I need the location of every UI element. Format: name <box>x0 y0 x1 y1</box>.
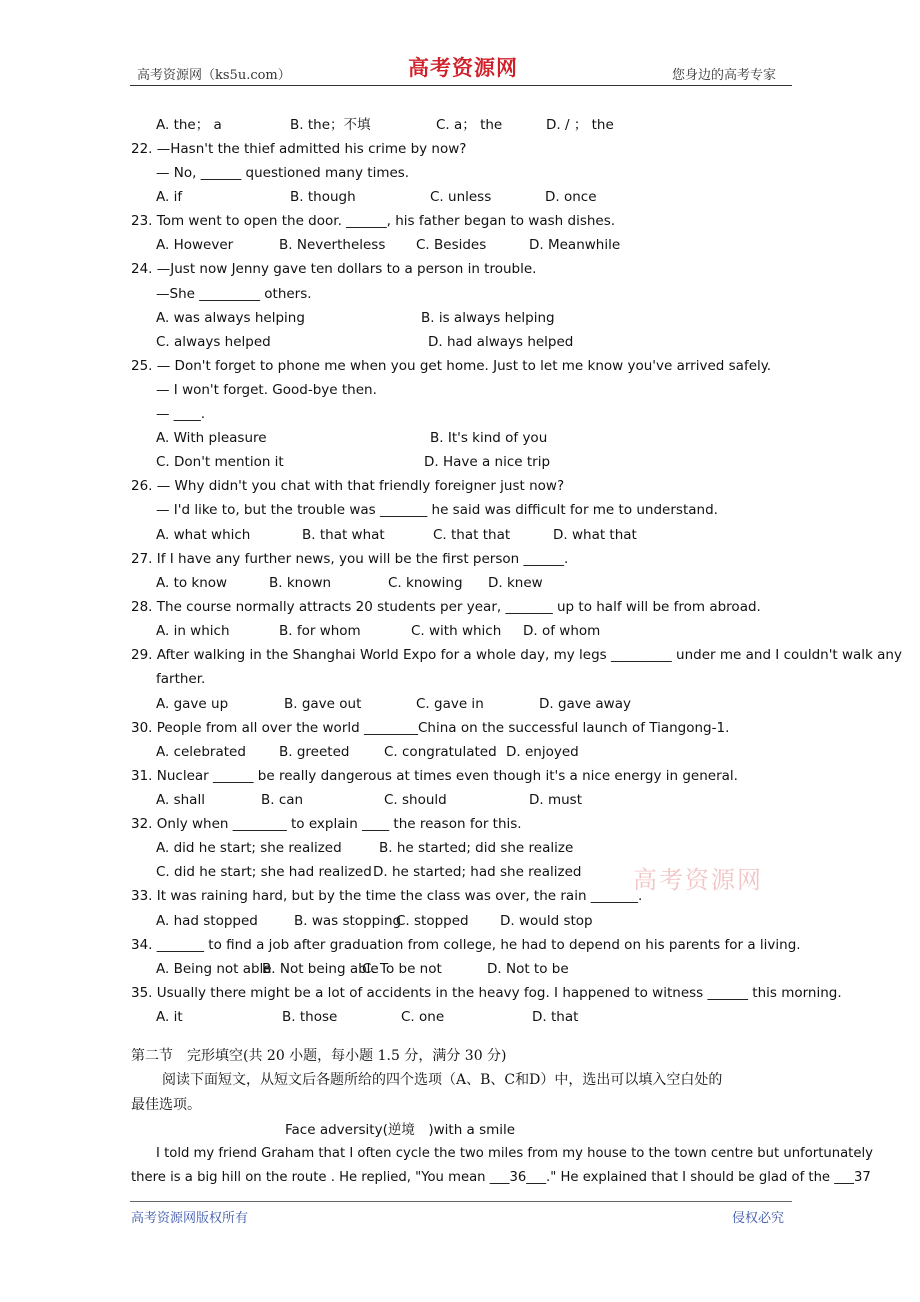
q24-option-a: A. was always helping <box>156 310 305 326</box>
q21-option-d: D. / ； the <box>546 117 614 133</box>
q25-option-c: C. Don't mention it <box>156 454 284 470</box>
q21-option-c: C. a； the <box>436 117 503 133</box>
footer-copyright: 高考资源网版权所有 <box>131 1211 249 1226</box>
q28-option-a: A. in which <box>156 623 230 639</box>
q24-option-d: D. had always helped <box>428 334 574 350</box>
q35-stem: 35. Usually there might be a lot of accidents in the heavy fog. I happened to witness ______ this morning. <box>131 985 842 1001</box>
q25-reply1: — I won't forget. Good-bye then. <box>156 382 377 398</box>
q31-stem: 31. Nuclear ______ be really dangerous at times even though it's a nice energy in general. <box>131 768 738 784</box>
q30-option-c: C. congratulated <box>384 744 497 760</box>
q32-stem: 32. Only when ________ to explain ____ the reason for this. <box>131 816 522 832</box>
q34-option-b: B. Not being able <box>262 961 379 977</box>
q35-option-b: B. those <box>282 1009 338 1025</box>
q28-option-c: C. with which <box>411 623 502 639</box>
q32-option-a: A. did he start; she realized <box>156 840 342 856</box>
q29-option-b: B. gave out <box>284 696 362 712</box>
q22-option-b: B. though <box>290 189 356 205</box>
q23-stem: 23. Tom went to open the door. ______, his father began to wash dishes. <box>131 213 616 229</box>
q29-stem-continued: farther. <box>156 671 206 687</box>
q30-option-d: D. enjoyed <box>506 744 579 760</box>
q25-option-a: A. With pleasure <box>156 430 267 446</box>
q29-option-d: D. gave away <box>539 696 631 712</box>
q26-option-d: D. what that <box>553 527 637 543</box>
q27-stem: 27. If I have any further news, you will be the first person ______. <box>131 551 569 567</box>
q22-option-d: D. once <box>545 189 597 205</box>
q33-option-a: A. had stopped <box>156 913 258 929</box>
q24-reply: —She _________ others. <box>156 286 312 302</box>
header-slogan: 您身边的高考专家 <box>672 68 777 83</box>
q23-option-c: C. Besides <box>416 237 487 253</box>
q26-reply: — I'd like to, but the trouble was _______ he said was difficult for me to understand. <box>156 502 718 518</box>
q24-option-b: B. is always helping <box>421 310 555 326</box>
q31-option-b: B. can <box>261 792 304 808</box>
q23-option-b: B. Nevertheless <box>279 237 386 253</box>
q29-stem: 29. After walking in the Shanghai World Expo for a whole day, my legs _________ under me and I couldn't walk any <box>131 647 902 663</box>
section2-instruction: 阅读下面短文，从短文后各题所给的四个选项（A、B、C和D）中，选出可以填入空白处的 <box>162 1072 723 1088</box>
section2-instruction-continued: 最佳选项。 <box>131 1097 201 1113</box>
q30-option-a: A. celebrated <box>156 744 246 760</box>
header-site: 高考资源网（ks5u.com） <box>137 68 291 83</box>
q34-option-d: D. Not to be <box>487 961 569 977</box>
q26-option-b: B. that what <box>302 527 385 543</box>
q35-option-c: C. one <box>401 1009 445 1025</box>
q30-option-b: B. greeted <box>279 744 350 760</box>
q28-option-d: D. of whom <box>523 623 601 639</box>
q24-option-c: C. always helped <box>156 334 271 350</box>
footer-divider <box>130 1201 792 1202</box>
q21-option-a: A. the； a <box>156 117 222 133</box>
q23-option-a: A. However <box>156 237 234 253</box>
q22-option-a: A. if <box>156 189 183 205</box>
q27-option-d: D. knew <box>488 575 543 591</box>
passage-line-1: I told my friend Graham that I often cycle the two miles from my house to the town centre but unfortunately <box>156 1146 873 1161</box>
q33-stem: 33. It was raining hard, but by the time the class was over, the rain _______. <box>131 888 643 904</box>
q25-stem: 25. — Don't forget to phone me when you get home. Just to let me know you've arrived safely. <box>131 358 772 374</box>
q26-option-c: C. that that <box>433 527 511 543</box>
q25-option-d: D. Have a nice trip <box>424 454 551 470</box>
q32-option-b: B. he started; did she realize <box>379 840 574 856</box>
q26-option-a: A. what which <box>156 527 251 543</box>
q22-option-c: C. unless <box>430 189 492 205</box>
watermark: 高考资源网 <box>633 866 763 894</box>
q25-reply2: — ____. <box>156 406 206 422</box>
q24-stem: 24. —Just now Jenny gave ten dollars to a person in trouble. <box>131 261 537 277</box>
q25-option-b: B. It's kind of you <box>430 430 548 446</box>
q33-option-c: C. stopped <box>396 913 469 929</box>
q27-option-b: B. known <box>269 575 332 591</box>
q21-option-b: B. the；不填 <box>290 117 371 133</box>
q34-option-a: A. Being not able <box>156 961 272 977</box>
q27-option-c: C. knowing <box>388 575 463 591</box>
q22-stem: 22. —Hasn't the thief admitted his crime by now? <box>131 141 467 157</box>
q29-option-c: C. gave in <box>416 696 484 712</box>
q28-option-b: B. for whom <box>279 623 361 639</box>
footer-notice: 侵权必究 <box>732 1211 785 1226</box>
q29-option-a: A. gave up <box>156 696 229 712</box>
q34-stem: 34. _______ to find a job after graduation from college, he had to depend on his parents for a living. <box>131 937 801 953</box>
q33-option-d: D. would stop <box>500 913 593 929</box>
passage-line-2: there is a big hill on the route . He replied, "You mean ___36___." He explained that I should be glad of the ___37 <box>131 1170 871 1185</box>
q32-option-d: D. he started; had she realized <box>373 864 582 880</box>
header-logo: 高考资源网 <box>408 55 518 80</box>
q34-option-c: C. To be not <box>362 961 442 977</box>
q35-option-d: D. that <box>532 1009 579 1025</box>
q33-option-b: B. was stopping <box>294 913 402 929</box>
section2-heading: 第二节 完形填空(共 20 小题，每小题 1.5 分，满分 30 分) <box>131 1048 507 1064</box>
q26-stem: 26. — Why didn't you chat with that friendly foreigner just now? <box>131 478 565 494</box>
q23-option-d: D. Meanwhile <box>529 237 621 253</box>
q35-option-a: A. it <box>156 1009 183 1025</box>
q32-option-c: C. did he start; she had realized <box>156 864 372 880</box>
q31-option-a: A. shall <box>156 792 205 808</box>
q22-reply: — No, ______ questioned many times. <box>156 165 410 181</box>
q27-option-a: A. to know <box>156 575 228 591</box>
passage-title: Face adversity(逆境 )with a smile <box>285 1122 516 1138</box>
header-divider <box>130 85 792 86</box>
q28-stem: 28. The course normally attracts 20 students per year, _______ up to half will be from abroad. <box>131 599 761 615</box>
q31-option-d: D. must <box>529 792 583 808</box>
q31-option-c: C. should <box>384 792 447 808</box>
q30-stem: 30. People from all over the world ________China on the successful launch of Tiangong-1. <box>131 720 730 736</box>
